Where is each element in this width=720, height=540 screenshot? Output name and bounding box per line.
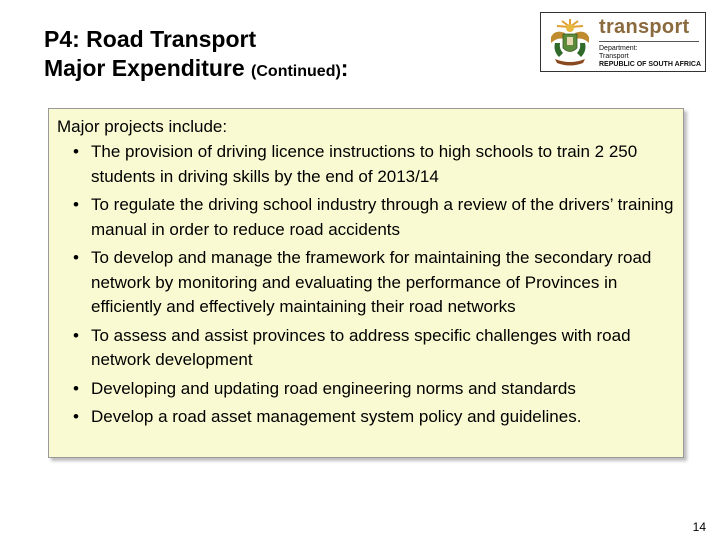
title-continued: (Continued)	[251, 63, 341, 80]
list-item	[49, 140, 683, 189]
list-item	[49, 193, 683, 242]
logo-divider	[599, 41, 699, 42]
logo-country: REPUBLIC OF SOUTH AFRICA	[599, 61, 702, 68]
bullet-icon: •	[73, 248, 79, 267]
list-item-text: To develop and manage the framework for maintaining the secondary road network by monitoring and evaluating the performance of Provinces in efficiently and effectively maintaining their road networks	[91, 248, 652, 316]
list-item-text: Develop a road asset management system policy and guidelines.	[91, 407, 582, 426]
slide-title	[44, 25, 504, 86]
bullet-icon: •	[73, 407, 79, 426]
bullet-icon: •	[73, 378, 79, 398]
logo-department-name: Transport	[599, 53, 629, 60]
logo-brand: transport	[599, 16, 690, 38]
list-item	[49, 377, 683, 402]
list-item-text: To regulate the driving school industry through a review of the drivers’ training manual in order to reduce road accidents	[91, 195, 674, 239]
coat-of-arms-icon	[545, 17, 595, 67]
content-box	[48, 108, 684, 458]
bullet-icon: •	[73, 325, 79, 345]
intro-text: Major projects include:	[57, 117, 228, 136]
title-line-1: P4: Road Transport	[44, 26, 257, 52]
title-main: Major Expenditure	[44, 55, 245, 81]
transport-logo	[540, 12, 706, 72]
logo-department: Department:	[599, 45, 638, 52]
list-item	[49, 246, 683, 320]
bullet-icon: •	[73, 142, 79, 161]
page-number: 14	[692, 520, 706, 534]
project-list	[49, 140, 683, 434]
list-item-text: To assess and assist provinces to address specific challenges with road network development	[91, 325, 631, 369]
list-item	[49, 324, 683, 373]
list-item-text: Developing and updating road engineering norms and standards	[91, 378, 576, 398]
bullet-icon: •	[73, 195, 79, 214]
list-item-text: The provision of driving licence instructions to high schools to train 2 250 students in driving skills by the end of 2013/14	[91, 142, 638, 186]
title-colon: :	[340, 55, 349, 81]
list-item	[49, 405, 683, 430]
title-line-2	[44, 54, 504, 86]
